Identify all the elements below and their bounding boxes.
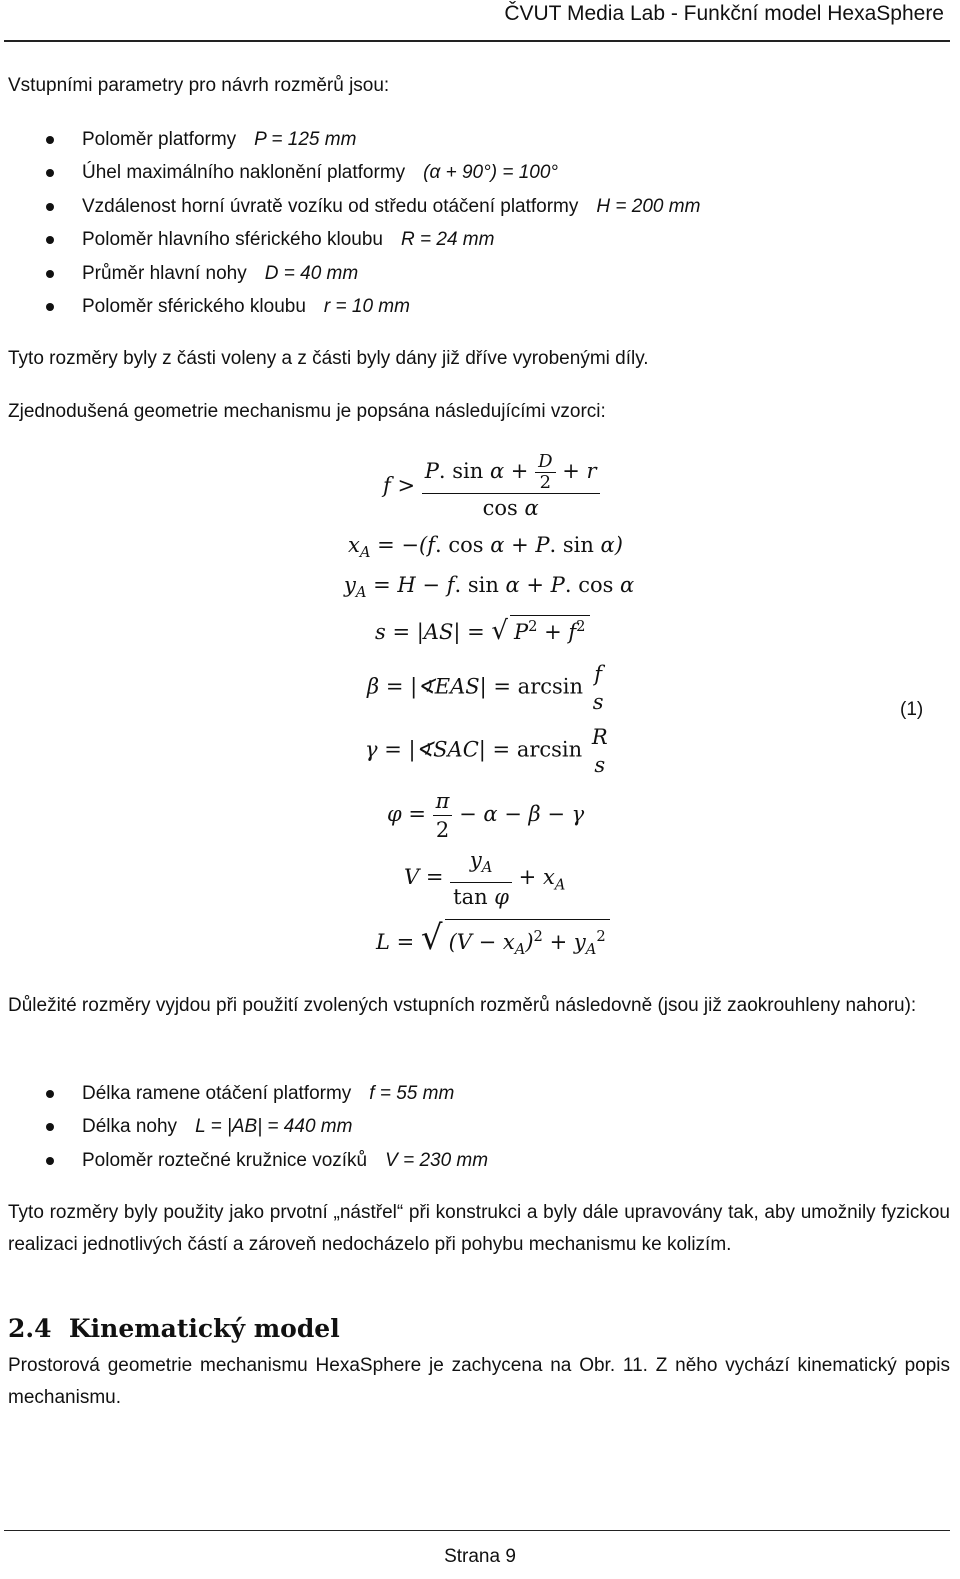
intro-paragraph: Vstupními parametry pro návrh rozměrů jsou: <box>8 75 390 96</box>
param-label: Vzdálenost horní úvratě vozíku od středu otáčení platformy <box>82 195 579 217</box>
param-value: D = 40 mm <box>264 262 359 284</box>
list-item <box>0 123 700 156</box>
header-title: ČVUT Media Lab - Funkční model HexaSphere <box>504 2 944 25</box>
param-label: Poloměr sférického kloubu <box>82 295 306 317</box>
param-value: R = 24 mm <box>401 229 495 251</box>
section-title: Kinematický model <box>68 1314 340 1343</box>
param-label: Poloměr platformy <box>82 129 237 150</box>
bullet-icon <box>46 203 54 211</box>
list-item <box>0 223 700 256</box>
param-label: Délka nohy <box>82 1116 178 1138</box>
input-params-list <box>0 123 700 323</box>
param-value: H = 200 mm <box>596 195 701 217</box>
list-item <box>0 257 700 290</box>
equation-f: f > P. sin α + $\frac{D}{2}$ + r cos α <box>383 452 600 522</box>
footer-divider <box>4 1530 950 1531</box>
equation-l: L = √ $(V - x_A)^2 + y_A^2$ <box>376 918 610 958</box>
equation-xa: $x_A = -(f$. cos α + P. sin α) <box>348 533 623 562</box>
equation-phi: φ = $\frac{\pi}{2}$ − α − β − γ <box>387 789 585 842</box>
equation-number: (1) <box>900 699 924 720</box>
bullet-icon <box>46 136 54 144</box>
param-value: L = |AB| = 440 mm <box>195 1116 353 1138</box>
dimensions-paragraph: Tyto rozměry byly z části voleny a z části byly dány již dříve vyrobenými díly. <box>8 348 649 369</box>
header-divider <box>4 40 950 42</box>
important-paragraph: Důležité rozměry vyjdou při použití zvolených vstupních rozměrů následovně (jsou již zaokrouhleny nahoru): <box>8 995 917 1016</box>
list-item <box>0 1144 488 1177</box>
bullet-icon <box>46 236 54 244</box>
param-value: (α + 90°) = 100° <box>423 162 558 184</box>
equation-beta: β = |∢EAS| = arcsin f s <box>367 662 604 714</box>
equation-ya: $y_A = H - f$. sin α + P. cos α <box>344 573 635 602</box>
bullet-icon <box>46 169 54 177</box>
param-label: Úhel maximálního naklonění platformy <box>82 162 406 184</box>
bullet-icon <box>46 303 54 311</box>
usage-paragraph: Tyto rozměry byly použity jako prvotní „nástřel“ při konstrukci a byly dále upravovány tak, aby umožnily fyzickou realizaci jednotlivých částí a zároveň nedocházelo při pohybu mechanismu ke kolizím. <box>8 1202 950 1255</box>
equation-s: s = |AS| = √ $P^2 + f^2$ <box>375 615 590 646</box>
output-params-list <box>0 1077 488 1177</box>
section-heading <box>8 1314 340 1343</box>
bullet-icon <box>46 270 54 278</box>
equation-gamma: γ = |∢SAC| = arcsin R s <box>365 725 608 777</box>
page-number: Strana 9 <box>444 1546 516 1567</box>
param-value: r = 10 mm <box>323 295 410 317</box>
param-label: Délka ramene otáčení platformy <box>82 1083 352 1104</box>
bullet-icon <box>46 1157 54 1165</box>
list-item <box>0 1077 488 1110</box>
param-label: Poloměr roztečné kružnice vozíků <box>82 1149 368 1171</box>
bullet-icon <box>46 1090 54 1098</box>
param-label: Průměr hlavní nohy <box>82 262 247 284</box>
bullet-icon <box>46 1123 54 1131</box>
param-value: P = 125 mm <box>254 129 357 150</box>
equation-v: V = $\frac{y_A}{\text{tan φ}}$ + $x_A$ <box>404 848 566 910</box>
param-label: Poloměr hlavního sférického kloubu <box>82 229 384 251</box>
kinematic-paragraph: Prostorová geometrie mechanismu HexaSphere je zachycena na Obr. 11. Z něho vychází kinematický popis mechanismu. <box>8 1355 950 1408</box>
list-item <box>0 190 700 223</box>
geometry-paragraph: Zjednodušená geometrie mechanismu je popsána následujícími vzorci: <box>8 401 606 422</box>
list-item <box>0 1110 488 1143</box>
section-number: 2.4 <box>8 1314 52 1343</box>
param-value: V = 230 mm <box>385 1149 489 1171</box>
param-value: f = 55 mm <box>369 1083 455 1104</box>
list-item <box>0 290 700 323</box>
list-item <box>0 156 700 189</box>
